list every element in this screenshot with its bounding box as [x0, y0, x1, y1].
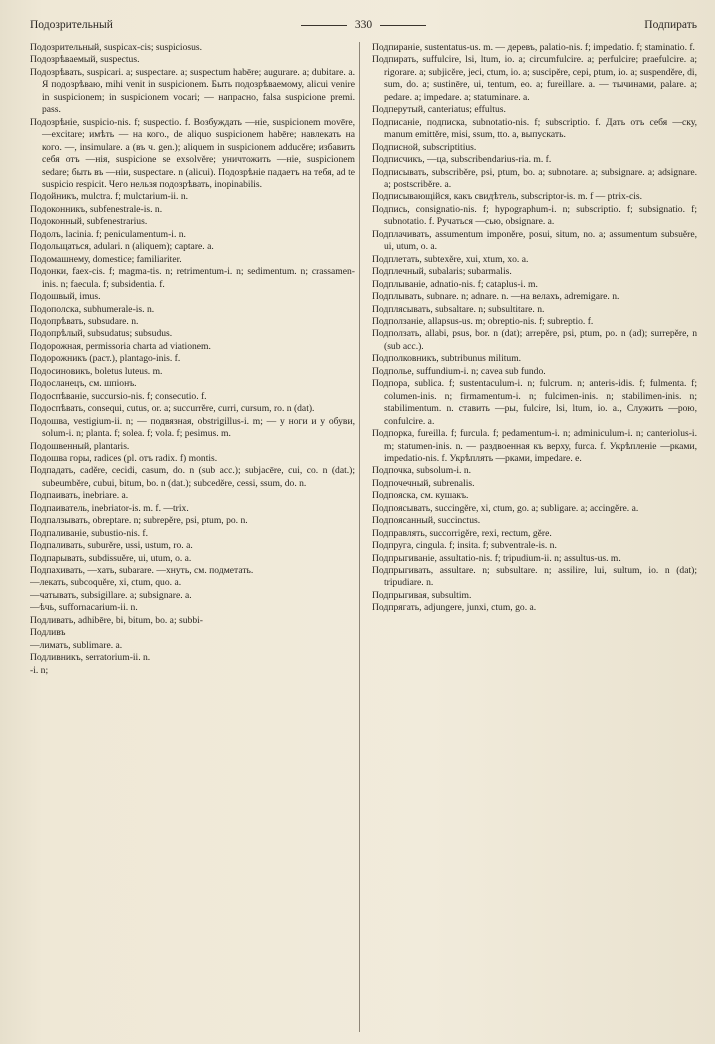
dictionary-entry: Подпирать, suffulcire, lsi, ltum, io. a; circumfulcire. a; perfulcire; praefulcire. a; rigorare. a; subjicĕre, jeci, ctum, io. a; suscipĕre, cepi, ptum, io. a; suspendĕre, di, sum, do. a; sustinēre, ui, tentum, eo. a; fureillare. a. — тычинами, palare. a; pedare. a; impedare. a; statuminare. a.	[372, 54, 697, 103]
dictionary-entry: Подомашнему, domestice; familiariter.	[30, 253, 182, 265]
dictionary-entry: Подползать, allabi, psus, bor. n (dat); arrepĕre, psi, ptum, po. n (ad); surrepĕre, n (sub acc.).	[372, 328, 697, 352]
dictionary-entry: —чатывать, subsigillare. a; subsignare. a.	[30, 589, 192, 601]
dictionary-entry: Подопрѣвать, subsudare. n.	[30, 315, 139, 327]
dictionary-entry: Подополска, subhumerale-is. n.	[30, 303, 155, 315]
dictionary-entry: Подливникъ, serratorium-ii. n.	[30, 652, 151, 664]
dictionary-entry: Подольщаться, adulari. n (aliquem); captare. a.	[30, 241, 214, 253]
header-center	[301, 19, 426, 31]
dictionary-entry: Подпоясывать, succingĕre, xi, ctum, go. a; subligare. a; accingĕre. a.	[372, 502, 639, 514]
header-right-word: Подпирать	[644, 19, 697, 31]
dictionary-entry: —ѣчь, suffornacarium-ii. n.	[30, 602, 138, 614]
dictionary-entry: Подписывающійся, какъ свидѣтель, subscriptor-is. m. f — ptrix-cis.	[372, 191, 643, 203]
dictionary-entry: Подплетать, subtexĕre, xui, xtum, xo. a.	[372, 253, 529, 265]
header-rule-right	[380, 25, 426, 26]
dictionary-entry: Подорожникъ (раст.), plantago-inis. f.	[30, 353, 181, 365]
dictionary-entry: Подозрѣвать, suspicari. a; suspectare. a; suspectum habēre; augurare. a; dubitare. a. Я подозрѣваю, mihi venit in suspicionem. Быть подозрѣваемому, alicui venire in suspicionem; in suspicionem vocari; — напрасно, falsa suspicione premi. pass.	[30, 66, 355, 116]
dictionary-entry: Подпарывать, subdissuĕre, ui, utum, o. a.	[30, 552, 192, 564]
dictionary-entry: Подправлять, succorrigĕre, rexi, rectum, gĕre.	[372, 527, 552, 539]
dictionary-entry: Подпрыгиваніе, assultatio-nis. f; tripudium-ii. n; assultus-us. m.	[372, 552, 621, 564]
header-rule-left	[301, 25, 347, 26]
dictionary-entry: Подполковникъ, subtribunus militum.	[372, 353, 522, 365]
dictionary-entry: Подпора, sublica. f; sustentaculum-i. n; fulcrum. n; anteris-idis. f; fulmenta. f; columen-inis. n; firmamentum-i. n; fulcimen-inis. n; stabilimen-inis. n; stabilimentum. n. ставить —ры, fulcire, lsi, ltum, io. a., Служить —рою, confulcire. a.	[372, 378, 697, 427]
dictionary-entry: Подпоясанный, succinctus.	[372, 515, 481, 527]
dictionary-entry: Подоспѣваніе, succursio-nis. f; consecutio. f.	[30, 390, 207, 402]
dictionary-entry: Подполье, suffundium-i. n; cavea sub fundo.	[372, 365, 546, 377]
right-column	[372, 42, 697, 1032]
dictionary-entry: Подолъ, lacinia. f; peniculamentum-i. n.	[30, 228, 186, 240]
dictionary-entry: Подпочечный, subrenalis.	[372, 477, 475, 489]
dictionary-entry: Подойникъ, mulctra. f; mulctarium-ii. n.	[30, 191, 189, 203]
dictionary-entry: Подплывать, subnare. n; adnare. n. —на велахъ, adremigare. n.	[372, 291, 620, 303]
dictionary-entry: Подпаливаніе, subustio-nis. f.	[30, 527, 149, 539]
dictionary-entry: Подозрѣваемый, suspectus.	[30, 54, 140, 66]
dictionary-entry: Подпалзывать, obreptare. n; subrepĕre, psi, ptum, po. n.	[30, 515, 248, 527]
dictionary-entry: Подпруга, cingula. f; insita. f; subventrale-is. n.	[372, 540, 557, 552]
dictionary-entry: Подпрягать, adjungere, junxi, ctum, go. a.	[372, 602, 537, 614]
dictionary-entry: Подписаніе, подписка, subnotatio-nis. f; subscriptio. f. Дать отъ себя —ску, manum emittĕre, misi, ssum, tto. a, выпускать.	[372, 116, 697, 141]
dictionary-entry: Подосланецъ, см. шпіонъ.	[30, 378, 137, 390]
left-column	[30, 42, 360, 1032]
dictionary-entry: Подошва горы, radices (pl. отъ radix. f) montis.	[30, 452, 218, 464]
dictionary-entry: Подпаивать, inebriare. a.	[30, 490, 129, 502]
dictionary-entry: Подозрѣніе, suspicio-nis. f; suspectio. f. Возбуждать —ніе, suspicionem movēre, —excitare; имѣть — на кого., de aliquo suspicionem habēre; навлекать на кого. —, insimulare. a (въ ч. gen.); aliquem in suspicionem adducĕre; избавить себя отъ —нія, suspicione se exsolvĕre; уничтожить —ніе, suspicionem sedare; быть въ —ніи, suspectare. n (alicui). Подозрѣніе падаетъ на тебя, ad te suspicio respicit. Чего нельзя подозрѣвать, inopinabilis.	[30, 116, 355, 190]
dictionary-entry: Подплываніе, adnatio-nis. f; cataplus-i. m.	[372, 278, 538, 290]
dictionary-entry: Подплачивать, assumentum imponĕre, posui, situm, no. a; assumentum subsuĕre, ui, utum, o. a.	[372, 228, 697, 253]
dictionary-entry: Подперутый, canteriatus; effultus.	[372, 104, 506, 116]
dictionary-entry: Подпись, consignatio-nis. f; hypographum-i. n; subscriptio. f; subsignatio. f; subnotatio. f. Ручаться —сью, obsignare. a.	[372, 203, 697, 228]
dictionary-entry: Подползаніе, allapsus-us. m; obreptio-nis. f; subreptio. f.	[372, 315, 594, 327]
dictionary-entry: Подорожная, permissoria charta ad viationem.	[30, 340, 211, 352]
dictionary-entry: Подпаиватель, inebriator-is. m. f. —trix.	[30, 502, 189, 514]
page-number: 330	[354, 19, 373, 31]
dictionary-entry: Подплечный, subalaris; subarmalis.	[372, 266, 512, 278]
dictionary-entry: Подписной, subscriptitius.	[372, 141, 477, 153]
dictionary-entry: Подпорка, fureilla. f; furcula. f; pedamentum-i. n; adminiculum-i. n; canteriolus-i. m; statumen-inis. n. — раздвоенная къ верху, furca. f. Укрѣпленіе —рками, impedatio-nis. f. Укрѣплять —рками, impedare. e.	[372, 428, 697, 464]
dictionary-entry: Подошвенный, plantaris.	[30, 440, 130, 452]
dictionary-entry: Подонки, faex-cis. f; magma-tis. n; retrimentum-i. n; sedimentum. n; crassamen-inis. n; faecula. f; subsidentia. f.	[30, 266, 355, 290]
dictionary-entry: Подошвый, imus.	[30, 291, 101, 303]
dictionary-entry: Подпрыгивая, subsultim.	[372, 589, 472, 601]
dictionary-entry: Подошва, vestigium-ii. n; — подвязная, obstrigillus-i. m; — у ноги и у обуви, solum-i. n; planta. f; solea. f; vola. f; pesimus. m.	[30, 415, 355, 440]
dictionary-entry: -i. n;	[30, 664, 49, 676]
dictionary-entry: Подпираніе, sustentatus-us. m. — деревъ, palatio-nis. f; impedatio. f; staminatio. f.	[372, 42, 695, 53]
dictionary-entry: Подливать, adhibēre, bi, bitum, bo. a; subbi-	[30, 614, 203, 626]
header-left-word: Подозрительный	[30, 19, 113, 31]
dictionary-entry: Подпояска, см. кушакъ.	[372, 490, 469, 502]
dictionary-entry: Подписывать, subscribĕre, psi, ptum, bo. a; subnotare. a; subsignare. a; adsignare. a; postscribĕre. a.	[372, 166, 697, 190]
dictionary-entry: Подпахивать, —хать, subarare. —хнуть, см. подметать.	[30, 565, 254, 577]
dictionary-entry: Подосиновикъ, boletus luteus. m.	[30, 365, 163, 377]
dictionary-entry: Подоконный, subfenestrarius.	[30, 216, 148, 228]
dictionary-entry: —лимать, sublimare. a.	[30, 639, 123, 651]
text-columns	[30, 42, 697, 1032]
page-header	[30, 14, 697, 36]
dictionary-entry: Подопрѣлый, subsudatus; subsudus.	[30, 328, 173, 340]
dictionary-entry: Подоконникъ, subfenestrale-is. n.	[30, 203, 163, 215]
dictionary-entry: Подливъ	[30, 627, 66, 639]
dictionary-entry: Подпаливать, suburĕre, ussi, ustum, ro. a.	[30, 540, 193, 552]
dictionary-entry: Подозрительный, suspicax-cis; suspiciosus.	[30, 42, 203, 53]
dictionary-entry: Подпочка, subsolum-i. n.	[372, 465, 472, 477]
dictionary-entry: Подписчикъ, —ца, subscribendarius-ria. m. f.	[372, 154, 552, 166]
dictionary-entry: Подплясывать, subsaltare. n; subsultitare. n.	[372, 303, 545, 315]
dictionary-entry: Подпадать, cadĕre, cecidi, casum, do. n (sub acc.); subjacēre, cui, co. n (dat.); subeumbĕre, cubui, bitum, bo. n (dat.); subcedĕre, cessi, ssum, do. n.	[30, 465, 355, 489]
dictionary-entry: —лекать, subcoquĕre, xi, ctum, quo. a.	[30, 577, 182, 589]
dictionary-entry: Подпрыгивать, assultare. n; subsultare. n; assilire, lui, sultum, io. n (dat); tripudiare. n.	[372, 565, 697, 589]
dictionary-entry: Подоспѣвать, consequi, cutus, or. a; succurrĕre, curri, cursum, ro. n (dat).	[30, 403, 315, 415]
